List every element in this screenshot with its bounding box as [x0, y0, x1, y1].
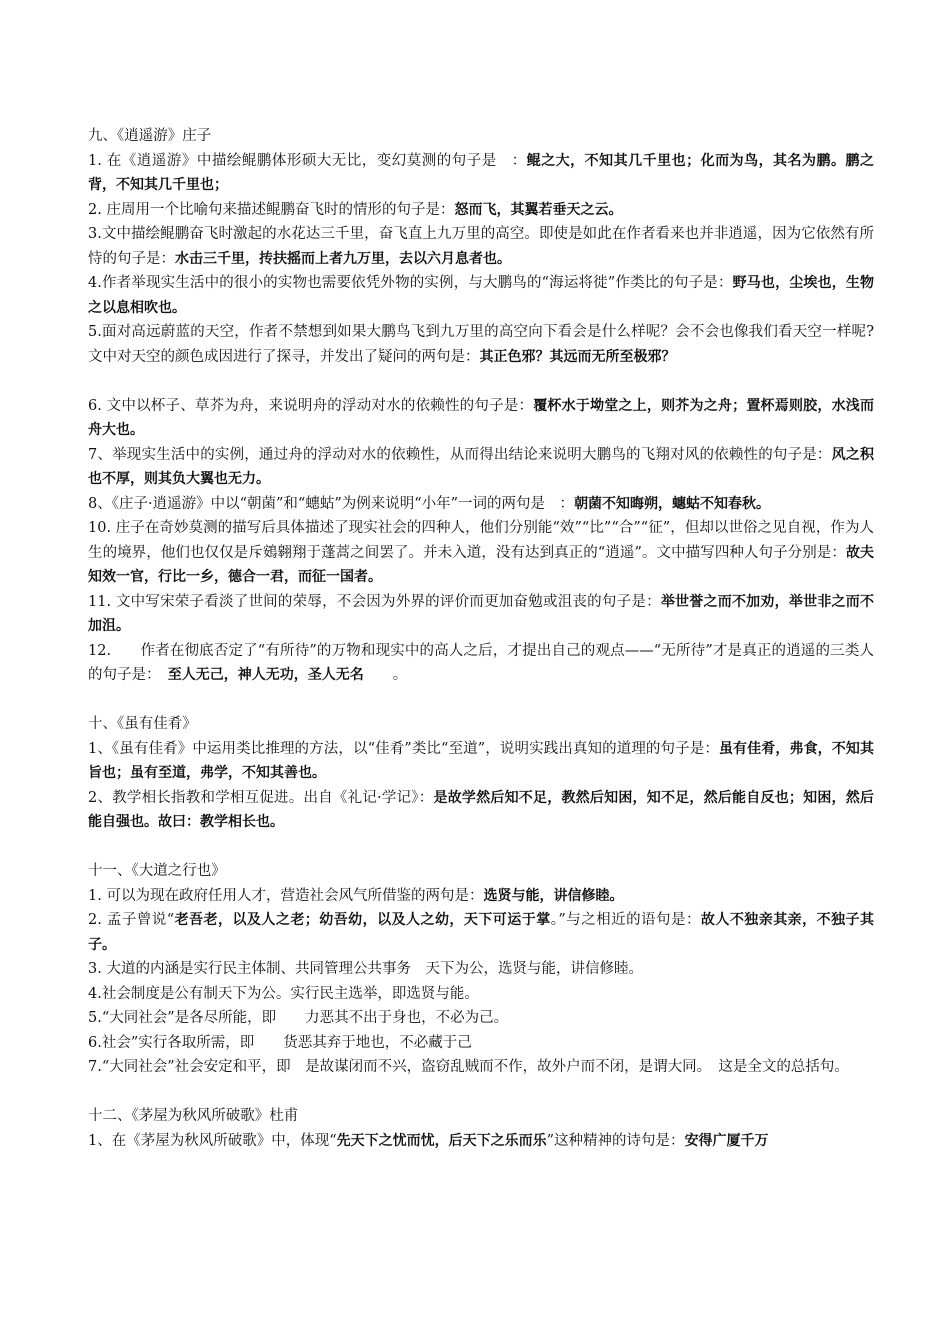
question-item	[88, 198, 874, 223]
answer-text: 先天下之忧而忧，后天下之乐而乐	[336, 1132, 547, 1149]
question-item	[88, 1055, 874, 1080]
answer-text: 安得广厦千万	[684, 1132, 769, 1149]
question-item	[88, 443, 874, 492]
question-item	[88, 516, 874, 590]
question-text: 6.社会”实行各取所需，即 货恶其弃于地也，不必藏于己	[88, 1034, 472, 1051]
question-item	[88, 908, 874, 957]
question-item	[88, 737, 874, 786]
question-text: 4.社会制度是公有制天下为公。实行民主选举，即选贤与能。	[88, 985, 479, 1002]
spacer	[88, 1080, 874, 1105]
question-text: 3. 大道的内涵是实行民主体制、共同管理公共事务 天下为公，选贤与能，讲信修睦。	[88, 961, 643, 977]
question-text: 6. 文中以杯子、草芥为舟，来说明舟的浮动对水的依赖性的句子是：	[88, 397, 534, 414]
spacer	[88, 835, 874, 860]
question-text: 4.作者举现实生活中的很小的实物也需要依凭外物的实例，与大鹏鸟的“海运将徙”作类比的句子是：	[88, 275, 733, 291]
answer-text: 朝菌不知晦朔，蟪蛄不知春秋。	[574, 495, 771, 512]
question-item	[88, 271, 874, 320]
question-item	[88, 639, 874, 688]
section-xiaoyaoyou	[88, 124, 874, 688]
answer-text: 野马也，尘埃也，生物之以息相吹也。	[88, 275, 874, 316]
question-text: 10. 庄子在奇妙莫测的描写后具体描述了现实社会的四种人，他们分别能“效”“比”“合”“征”，但却以世俗之见自视，作为人生的境界，他们也仅仅是斥鴳翱翔于蓬蒿之间罢了。并未入道，没有达到真正的“逍遥”。文中描写四种人句子分别是：	[88, 520, 874, 561]
question-text: 12. 作者在彻底否定了“有所待”的万物和现实中的高人之后，才提出自己的观点——“无所待”才是真正的逍遥的三类人的句子是：	[88, 642, 874, 683]
question-text: 1. 在《逍遥游》中描绘鲲鹏体形硕大无比，变幻莫测的句子是 ：	[88, 152, 527, 169]
question-text: 5.“大同社会”是各尽所能，即 力恶其不出于身也，不必为己。	[88, 1010, 509, 1026]
answer-text: 水击三千里，抟扶摇而上者九万里，去以六月息者也。	[175, 250, 511, 267]
question-text: 3.文中描绘鲲鹏奋飞时激起的水花达三千里，奋飞直上九万里的高空。即使是如此在作者看来也并非逍遥，因为它依然有所恃的句子是：	[88, 226, 874, 267]
answer-text: 风之积也不厚，则其负大翼也无力。	[88, 446, 874, 487]
question-tail: 。”与之相近的语句是：	[550, 912, 701, 928]
question-item	[88, 394, 874, 443]
question-tail: 。	[363, 667, 408, 683]
question-text: 7、举现实生活中的实例，通过舟的浮动对水的依赖性，从而得出结论来说明大鹏鸟的飞翔对风的依赖性的句子是：	[88, 446, 832, 463]
answer-text: 其正色邪？其远而无所至极邪？	[479, 348, 676, 365]
answer-text: 老吾老，以及人之老；幼吾幼，以及人之幼，天下可运于掌	[174, 912, 551, 928]
section-heading: 九、《逍遥游》庄子	[88, 128, 212, 144]
question-item	[88, 1006, 874, 1031]
answer-text: 怒而飞，其翼若垂天之云。	[454, 201, 623, 218]
question-item	[88, 884, 874, 909]
question-item	[88, 492, 874, 517]
question-item	[88, 320, 874, 369]
question-tail: ”这种精神的诗句是：	[546, 1132, 685, 1149]
question-text: 1、在《茅屋为秋风所破歌》中，体现“	[88, 1132, 337, 1149]
spacer	[88, 688, 874, 713]
question-item	[88, 982, 874, 1007]
question-text: 2. 孟子曾说“	[88, 912, 175, 928]
question-text: 11. 文中写宋荣子看淡了世间的荣辱，不会因为外界的评价而更加奋勉或沮丧的句子是：	[88, 593, 661, 610]
question-item	[88, 590, 874, 639]
answer-text: 是故学然后知不足，教然后知困，知不足，然后能自反也；知困，然后能自强也。故曰：教学相长也。	[88, 789, 874, 830]
section-heading: 十、《虽有佳肴》	[88, 716, 197, 732]
question-text: 5.面对高远蔚蓝的天空，作者不禁想到如果大鹏鸟飞到九万里的高空向下看会是什么样呢？会不会也像我们看天空一样呢?文中对天空的颜色成因进行了探寻，并发出了疑问的两句是：	[88, 324, 874, 365]
question-text: 7.“大同社会”社会安定和平，即 是故谋闭而不兴，盗窃乱贼而不作，故外户而不闭，是谓大同。 这是全文的总括句。	[88, 1059, 849, 1075]
document-page	[88, 124, 874, 1153]
question-item	[88, 149, 874, 198]
section-heading: 十二、《茅屋为秋风所破歌》杜甫	[88, 1108, 299, 1124]
answer-text: 选贤与能，讲信修睦。	[483, 887, 624, 904]
question-item	[88, 957, 874, 982]
question-item	[88, 1129, 874, 1154]
answer-text: 至人无己，神人无功，圣人无名	[167, 667, 364, 683]
section-dadaozhixingye	[88, 859, 874, 1080]
answer-text: 故夫知效一官，行比一乡，德合一君，而征一国者。	[88, 544, 875, 585]
answer-text: 虽有佳肴，弗食，不知其旨也；虽有至道，弗学，不知其善也。	[88, 740, 875, 781]
question-text: 2. 庄周用一个比喻句来描述鲲鹏奋飞时的情形的句子是：	[88, 201, 455, 218]
question-text: 8、《庄子·逍遥游》中以“朝菌”和“蟪蛄”为例来说明“小年”一词的两句是 ：	[88, 495, 575, 512]
question-item	[88, 222, 874, 271]
answer-text: 覆杯水于坳堂之上，则芥为之舟；置杯焉则胶，水浅而舟大也。	[88, 397, 874, 438]
section-suiyoujiayao	[88, 712, 874, 835]
section-heading: 十一、《大道之行也》	[88, 863, 226, 879]
question-text: 2、教学相长指教和学相互促进。出自《礼记·学记》：	[88, 789, 434, 806]
section-maowu	[88, 1104, 874, 1153]
question-text: 1. 可以为现在政府任用人才，营造社会风气所借鉴的两句是：	[88, 887, 484, 904]
answer-text: 举世誉之而不加劝，举世非之而不加沮。	[88, 593, 874, 634]
question-item	[88, 1031, 874, 1056]
question-text: 1、《虽有佳肴》中运用类比推理的方法，以“佳肴”类比“至道”，说明实践出真知的道理的句子是：	[88, 740, 719, 757]
answer-text: 鲲之大，不知其几千里也；化而为鸟，其名为鹏。鹏之背，不知其几千里也；	[88, 152, 875, 193]
answer-text: 故人不独亲其亲，不独子其子。	[88, 912, 874, 953]
question-item	[88, 786, 874, 835]
spacer	[88, 369, 874, 394]
